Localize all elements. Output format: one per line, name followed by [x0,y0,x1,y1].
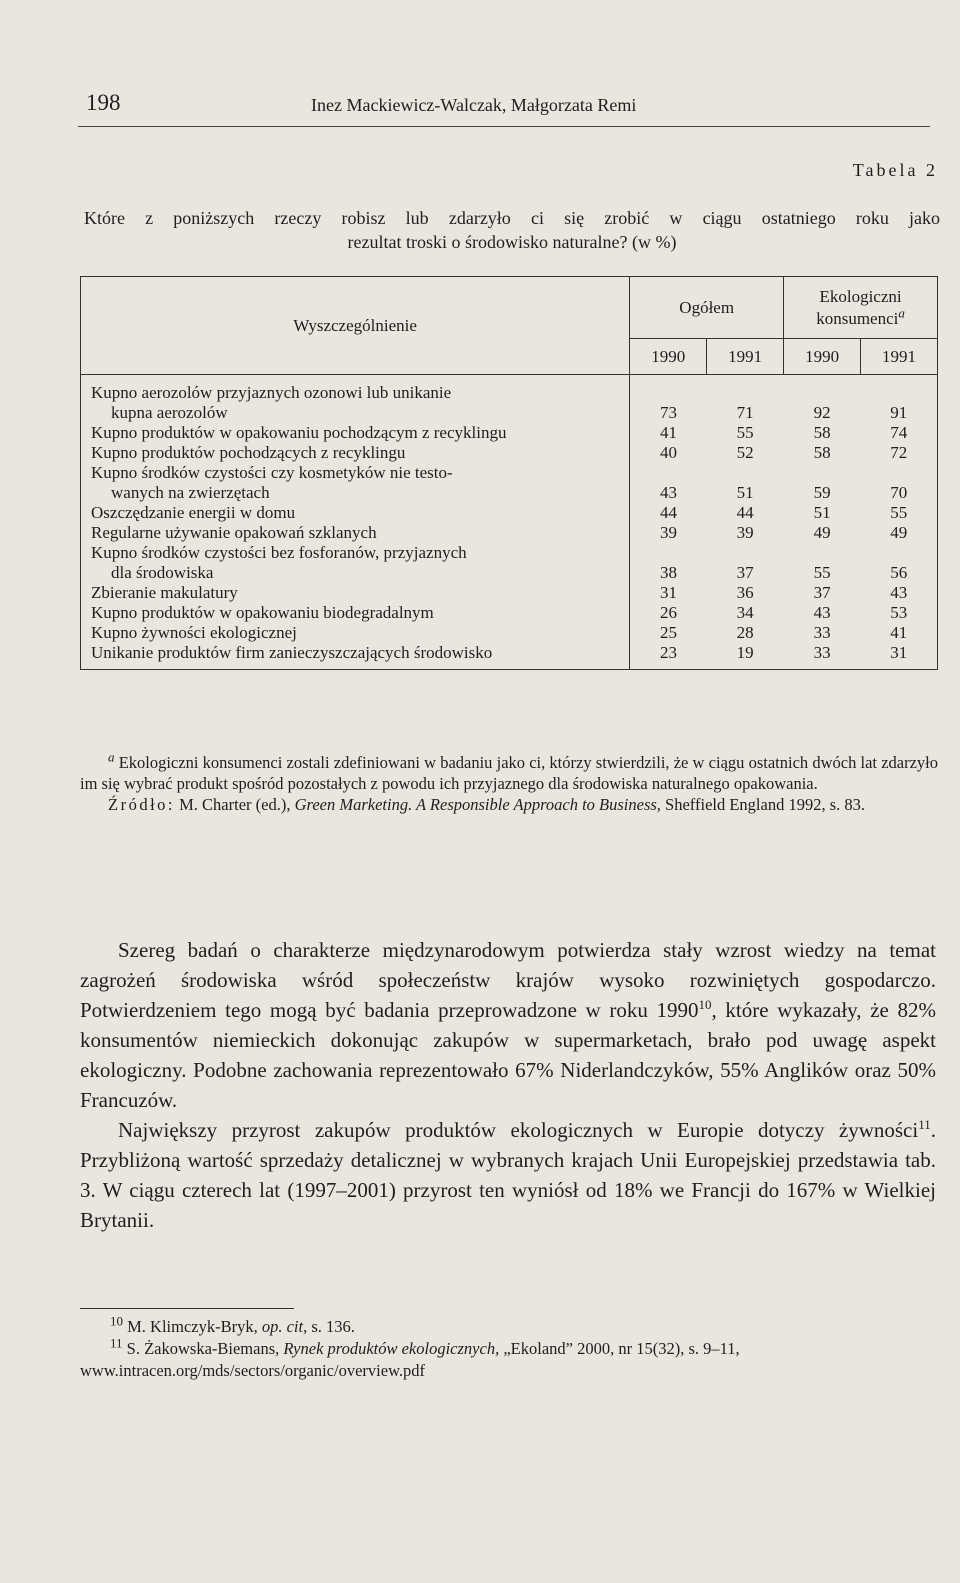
table-cell-value: 58 [813,423,831,442]
footnote-10-page: s. 136. [311,1317,355,1336]
table-cell-value: 53 [861,603,938,623]
table-note [80,749,938,794]
row-label-line2: wanych na zwierzętach [111,483,270,502]
table-cell-value: 28 [736,623,754,642]
footnote-ref-11: 11 [918,1117,931,1132]
table-row [81,523,938,543]
year-header: 1990 [630,339,707,375]
table-cell-value: 36 [736,583,754,602]
table-cell-value: 37 [813,583,831,602]
table-cell-value: 40 [659,443,677,462]
footnote-10-author: M. Klimczyk-Bryk, [127,1317,258,1336]
table-cell-value: 38 [659,563,677,582]
table-cell-value: 92 [813,403,831,422]
row-label [81,623,630,643]
year-header: 1991 [861,339,938,375]
table-cell-value: 41 [659,423,677,442]
row-label-line1: Kupno środków czystości czy kosmetyków nie testo- [91,463,453,482]
footnote-10 [80,1313,936,1338]
paragraph-2 [80,1115,936,1235]
table-row [81,643,938,670]
table-cell-value: 51 [736,483,754,502]
table-cell-value: 34 [736,603,754,622]
table-cell-value: 72 [861,443,938,463]
row-label-line1: Oszczędzanie energii w domu [91,503,296,522]
table-cell-value: 70 [861,463,938,503]
footnotes [80,1313,936,1382]
table-caption [84,206,940,254]
footnote-11-title: Rynek produktów ekologicznych, [283,1339,500,1358]
row-label-line1: Kupno żywności ekologicznej [91,623,297,642]
table-cell-value: 43 [659,483,677,502]
eco-line1: Ekologiczni [819,286,902,306]
row-label [81,543,630,583]
table-cell-value: 74 [861,423,938,443]
table-row [81,423,938,443]
source-post: Sheffield England 1992, s. 83. [665,795,866,814]
table-cell-value: 55 [736,423,754,442]
footnote-11-source: „Ekoland” 2000, nr 15(32), s. 9–11, [503,1339,740,1358]
eco-line2: konsumenci [816,308,899,328]
footnote-ref-10: 10 [698,997,712,1012]
table-cell-value: 37 [736,563,754,582]
table-cell-value: 43 [861,583,938,603]
page-number: 198 [86,90,121,115]
table-cell-value: 23 [630,643,707,670]
table-cell-value: 91 [861,375,938,424]
table-cell-value: 41 [861,623,938,643]
paragraph-1-text: Szereg badań o charakterze międzynarodowym potwierdza stały wzrost wiedzy na temat zagrożeń środowiska wśród społeczeństw krajów wysoko rozwiniętych gospodarczo. Potwierdzeniem tego mogą być badania przeprowadzone w roku 1990 [80,938,936,1022]
data-table [80,276,938,670]
column-group-eco [784,277,938,339]
year-header: 1991 [707,339,784,375]
year-header: 1990 [784,339,861,375]
paragraph-2-text: Największy przyrost zakupów produktów ekologicznych w Europie dotyczy żywności [118,1118,919,1142]
table-notes [80,749,938,815]
row-label-line1: Kupno produktów w opakowaniu pochodzącym z recyklingu [91,423,507,442]
table-cell-value: 58 [813,443,831,462]
table-cell-value: 56 [861,543,938,583]
table-cell-value: 31 [659,583,677,602]
table-cell-value: 55 [813,563,831,582]
footnote-11-author: S. Żakowska-Biemans, [126,1339,280,1358]
row-label-line1: Zbieranie makulatury [91,583,238,602]
table-row [81,463,938,503]
table-cell-value: 51 [813,503,831,522]
table-caption-line2: rezultat troski o środowisko naturalne? (w %) [347,232,677,252]
source-label: Źródło: [108,795,175,814]
row-label [81,423,630,443]
table-cell-value: 49 [861,523,938,543]
table-cell-value: 52 [736,443,754,462]
table-row [81,375,938,424]
table-cell-value: 49 [813,523,831,542]
table-cell-value: 25 [659,623,677,642]
footnote-10-ref: op. cit, [261,1317,308,1336]
table-cell-value: 44 [736,503,754,522]
row-label-line1: Kupno produktów w opakowaniu biodegradalnym [91,603,434,622]
note-marker: a [108,749,115,765]
column-group-total: Ogółem [630,277,784,339]
table-cell-value: 43 [813,603,831,622]
table-source [80,794,938,815]
table-cell-value: 39 [736,523,754,542]
row-label [81,603,630,623]
table-row [81,503,938,523]
row-label [81,375,630,424]
body-text [80,935,936,1235]
footnote-11-number: 11 [110,1335,123,1351]
row-label-line2: dla środowiska [111,563,214,582]
eco-marker: a [898,304,905,320]
footnote-divider [80,1308,294,1309]
footnote-11-url[interactable]: www.intracen.org/mds/sectors/organic/overview.pdf [80,1361,426,1380]
running-head: Inez Mackiewicz-Walczak, Małgorzata Remi [311,95,637,115]
table-row [81,443,938,463]
row-label [81,443,630,463]
table-row [81,623,938,643]
row-label [81,503,630,523]
paragraph-1-text-cont: , które wykazały, że 82% konsumentów niemieckich dokonując zakupów w supermarketach, brało pod uwagę aspekt ekologiczny. Podobne zachowania reprezentowało 67% Niderlandczyków, 55% Anglików oraz 50% Francuzów. [80,998,936,1112]
table-cell-value: 33 [784,643,861,670]
table-cell-value: 31 [861,643,938,670]
row-label [81,523,630,543]
row-label-line2: kupna aerozolów [111,403,228,422]
source-title: Green Marketing. A Responsible Approach to Business, [294,795,661,814]
page-header [78,90,930,127]
row-label-line1: Kupno środków czystości bez fosforanów, przyjaznych [91,543,467,562]
paragraph-1 [80,935,936,1115]
table-cell-value: 19 [707,643,784,670]
row-label-line1: Regularne używanie opakowań szklanych [91,523,377,542]
footnote-11 [80,1335,936,1360]
row-label [81,463,630,503]
table-row [81,583,938,603]
table-row [81,603,938,623]
paragraph-2-text-cont: . Przybliżoną wartość sprzedaży detalicznej w wybranych krajach Unii Europejskiej przedstawia tab. 3. W ciągu czterech lat (1997–2001) przyrost ten wyniósł od 18% we Francji do 167% w Wielkiej Brytanii. [80,1118,936,1232]
table-caption-line1: Które z poniższych rzeczy robisz lub zdarzyło ci się zrobić w ciągu ostatniego roku jako [84,208,940,228]
table-cell-value: 44 [659,503,677,522]
table-label: Tabela 2 [852,160,938,180]
row-label-line1: Kupno aerozolów przyjaznych ozonowi lub unikanie [91,383,452,402]
table-cell-value: 33 [813,623,831,642]
table-row [81,543,938,583]
row-label-line1: Unikanie produktów firm zanieczyszczających środowisko [91,643,493,662]
table-cell-value: 59 [813,483,831,502]
table-cell-value: 26 [659,603,677,622]
row-label [81,583,630,603]
row-label-line1: Kupno produktów pochodzących z recyklingu [91,443,406,462]
table-cell-value: 55 [861,503,938,523]
table-cell-value: 73 [659,403,677,422]
footnote-10-number: 10 [110,1313,123,1329]
column-header-description: Wyszczególnienie [81,277,630,375]
source-pre: M. Charter (ed.), [179,795,291,814]
table-cell-value: 39 [659,523,677,542]
table-cell-value: 71 [736,403,754,422]
row-label [81,643,630,670]
note-text: Ekologiczni konsumenci zostali zdefiniowani w badaniu jako ci, którzy stwierdzili, że w ciągu ostatnich dwóch lat zdarzyło im się wybrać produkt spośród pozostałych z powodu ich przyjaznego dla środowiska naturalnego opakowania. [80,753,938,793]
